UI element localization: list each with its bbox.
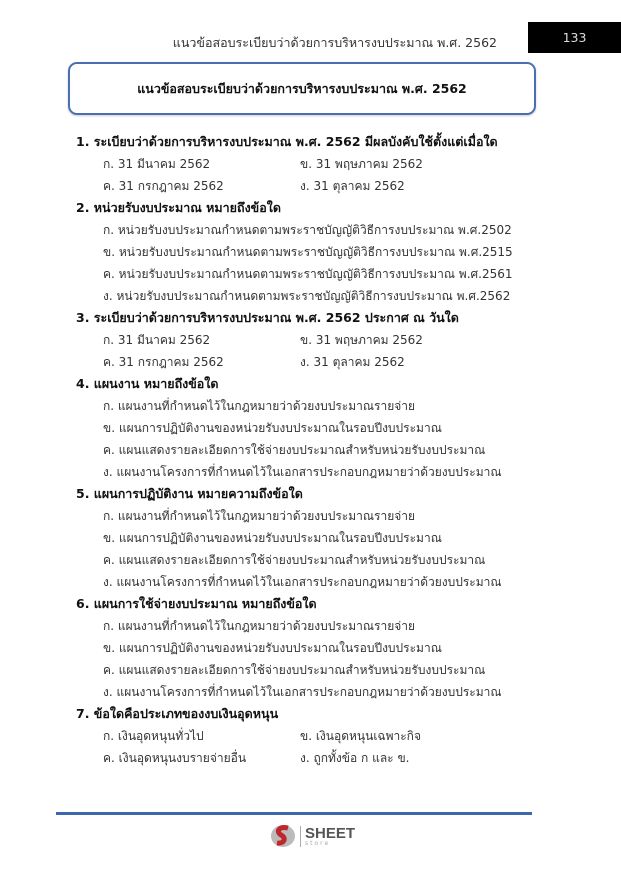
choice: ง. แผนงานโครงการที่กำหนดไว้ในเอกสารประกอบกฎหมายว่าด้วยงบประมาณ (103, 685, 502, 699)
choice: ง. แผนงานโครงการที่กำหนดไว้ในเอกสารประกอบกฎหมายว่าด้วยงบประมาณ (103, 465, 502, 479)
choice: ค. 31 กรกฎาคม 2562 (103, 355, 224, 369)
choice: ง. 31 ตุลาคม 2562 (300, 179, 405, 193)
logo-sub-text: store (305, 839, 331, 847)
choice: ค. แผนแสดงรายละเอียดการใช้จ่ายงบประมาณสำหรับหน่วยรับงบประมาณ (103, 553, 486, 567)
section-title: แนวข้อสอบระเบียบว่าด้วยการบริหารงบประมาณ พ.ศ. 2562 (137, 80, 467, 96)
choice: ข. แผนการปฏิบัติงานของหน่วยรับงบประมาณในรอบปีงบประมาณ (103, 641, 442, 655)
choice: ข. เงินอุดหนุนเฉพาะกิจ (300, 729, 421, 743)
choice: ง. 31 ตุลาคม 2562 (300, 355, 405, 369)
footer-rule (56, 812, 532, 815)
choice: ค. เงินอุดหนุนงบรายจ่ายอื่น (103, 751, 247, 765)
choice: ค. แผนแสดงรายละเอียดการใช้จ่ายงบประมาณสำหรับหน่วยรับงบประมาณ (103, 663, 486, 677)
choice: ก. เงินอุดหนุนทั่วไป (103, 729, 204, 743)
question-list (76, 131, 556, 769)
choice: ก. 31 มีนาคม 2562 (103, 157, 211, 171)
question-text: 4. แผนงาน หมายถึงข้อใด (76, 376, 219, 391)
choice: ค. แผนแสดงรายละเอียดการใช้จ่ายงบประมาณสำหรับหน่วยรับงบประมาณ (103, 443, 486, 457)
question-4 (76, 373, 556, 483)
choice: ง. ถูกทั้งข้อ ก และ ข. (300, 751, 410, 765)
question-6 (76, 593, 556, 703)
choice: ค. 31 กรกฎาคม 2562 (103, 179, 224, 193)
choice: ก. แผนงานที่กำหนดไว้ในกฎหมายว่าด้วยงบประมาณรายจ่าย (103, 619, 416, 633)
question-2 (76, 197, 556, 307)
choice: ก. แผนงานที่กำหนดไว้ในกฎหมายว่าด้วยงบประมาณรายจ่าย (103, 399, 416, 413)
sheet-store-logo (270, 823, 355, 849)
logo-main-text: SHEET (305, 824, 356, 842)
running-header: แนวข้อสอบระเบียบว่าด้วยการบริหารงบประมาณ พ.ศ. 2562 (172, 35, 497, 50)
choice: ง. แผนงานโครงการที่กำหนดไว้ในเอกสารประกอบกฎหมายว่าด้วยงบประมาณ (103, 575, 502, 589)
choice: ข. แผนการปฏิบัติงานของหน่วยรับงบประมาณในรอบปีงบประมาณ (103, 531, 442, 545)
question-7 (76, 703, 556, 769)
question-text: 3. ระเบียบว่าด้วยการบริหารงบประมาณ พ.ศ. 2562 ประกาศ ณ วันใด (76, 310, 459, 325)
question-text: 2. หน่วยรับงบประมาณ หมายถึงข้อใด (76, 200, 281, 215)
question-text: 6. แผนการใช้จ่ายงบประมาณ หมายถึงข้อใด (76, 596, 317, 611)
page-number: 133 (528, 22, 621, 53)
choice: ข. 31 พฤษภาคม 2562 (300, 333, 423, 347)
choice: ข. หน่วยรับงบประมาณกำหนดตามพระราชบัญญัติวิธีการงบประมาณ พ.ศ.2515 (103, 245, 513, 259)
choice: ก. หน่วยรับงบประมาณกำหนดตามพระราชบัญญัติวิธีการงบประมาณ พ.ศ.2502 (103, 223, 512, 237)
section-title-box (68, 62, 536, 115)
question-text: 1. ระเบียบว่าด้วยการบริหารงบประมาณ พ.ศ. 2562 มีผลบังคับใช้ตั้งแต่เมื่อใด (76, 134, 498, 149)
question-text: 5. แผนการปฏิบัติงาน หมายความถึงข้อใด (76, 486, 303, 501)
question-1 (76, 131, 556, 197)
choice: ก. แผนงานที่กำหนดไว้ในกฎหมายว่าด้วยงบประมาณรายจ่าย (103, 509, 416, 523)
question-5 (76, 483, 556, 593)
choice: ค. หน่วยรับงบประมาณกำหนดตามพระราชบัญญัติวิธีการงบประมาณ พ.ศ.2561 (103, 267, 513, 281)
s-logo-icon (270, 823, 296, 849)
choice: ข. 31 พฤษภาคม 2562 (300, 157, 423, 171)
choice: ก. 31 มีนาคม 2562 (103, 333, 211, 347)
choice: ง. หน่วยรับงบประมาณกำหนดตามพระราชบัญญัติวิธีการงบประมาณ พ.ศ.2562 (103, 289, 511, 303)
question-3 (76, 307, 556, 373)
choice: ข. แผนการปฏิบัติงานของหน่วยรับงบประมาณในรอบปีงบประมาณ (103, 421, 442, 435)
question-text: 7. ข้อใดคือประเภทของงบเงินอุดหนุน (76, 706, 279, 721)
